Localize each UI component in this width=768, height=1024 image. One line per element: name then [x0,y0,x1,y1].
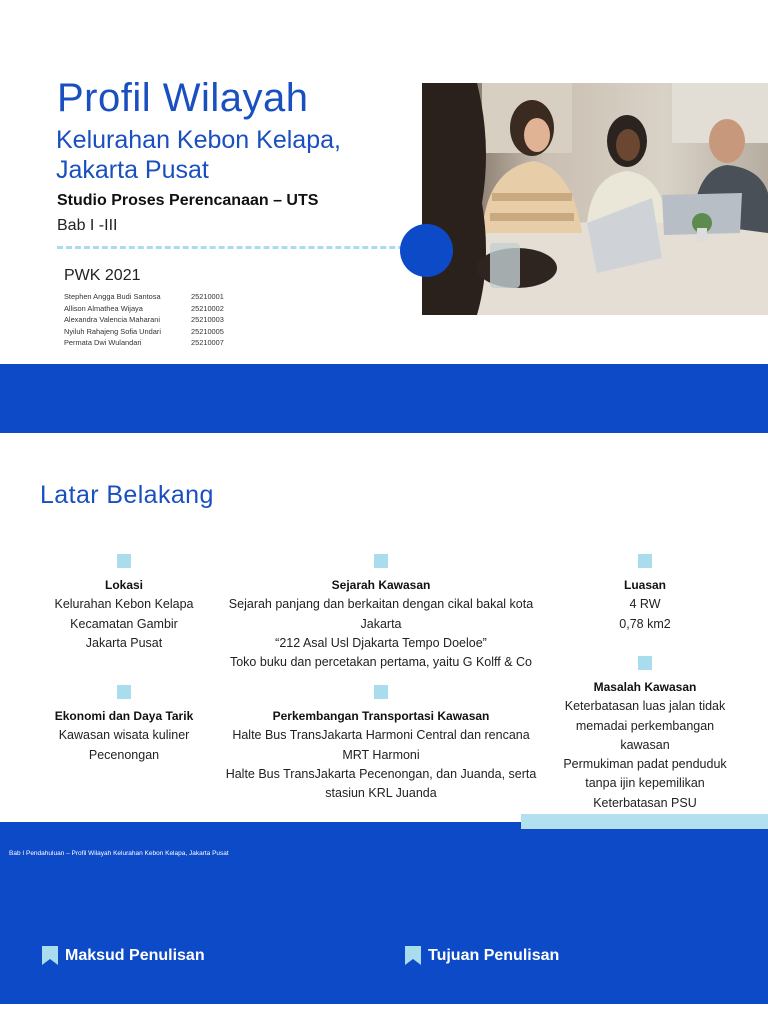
masalah-line: memadai perkembangan [575,718,715,733]
lokasi-line: Kelurahan Kebon Kelapa [54,597,194,612]
bullet-square [638,554,652,568]
member-name: Stephen Angga Budi Santosa [64,292,161,301]
member-row [64,326,224,338]
member-row [64,291,224,303]
member-nim: 25210003 [191,315,224,324]
sejarah-line: Jakarta [360,616,402,631]
luasan-line: 0,78 km2 [619,616,671,631]
bullet-square [374,554,388,568]
blue-banner [0,364,768,433]
masalah-line: kawasan [620,737,670,752]
ekonomi-heading: Ekonomi dan Daya Tarik [54,709,194,723]
masalah-heading: Masalah Kawasan [593,680,697,694]
lokasi-line: Jakarta Pusat [85,635,163,650]
bookmark-icon [404,945,422,966]
member-row [64,314,224,326]
member-list [64,291,224,349]
accent-circle [400,224,453,277]
cohort-label: PWK 2021 [64,267,141,284]
tujuan-heading [404,945,559,966]
masalah-line: Permukiman padat penduduk [563,757,727,772]
sejarah-block [211,554,551,672]
chapter-label: Bab I -III [57,217,118,234]
masalah-line: tanpa ijin kepemilikan [585,776,705,791]
member-nim: 25210005 [191,326,224,336]
lokasi-heading: Lokasi [104,578,143,592]
member-name: Permata Dwi Wulandari [64,338,142,347]
footer-caption: Bab I Pendahuluan – Profil Wilayah Kelurahan Kebon Kelapa, Jakarta Pusat [9,850,229,857]
member-name: Allison Almathea Wijaya [64,303,143,313]
page-subtitle: Kelurahan Kebon Kelapa, Jakarta Pusat [56,126,341,184]
bullet-square [374,685,388,699]
section-title: Latar Belakang [40,481,214,509]
transportasi-block [211,685,551,803]
sejarah-line: Sejarah panjang dan berkaitan dengan cikal bakal kota [228,597,534,612]
member-nim: 25210001 [191,292,224,301]
tujuan-label: Tujuan Penulisan [428,946,560,964]
transportasi-line: stasiun KRL Juanda [325,786,437,801]
page-title: Profil Wilayah [57,76,309,120]
sejarah-line: “212 Asal Usl Djakarta Tempo Doeloe” [275,635,487,650]
transportasi-line: Halte Bus TransJakarta Pecenongan, dan Juanda, serta [225,766,537,781]
bookmark-icon [41,945,59,966]
member-nim: 25210007 [191,338,224,347]
accent-strip [521,814,768,829]
bullet-square [117,685,131,699]
lokasi-block [34,554,214,653]
member-nim: 25210002 [191,303,224,313]
masalah-line: Keterbatasan PSU [593,795,697,810]
ekonomi-line: Kawasan wisata kuliner [58,728,190,743]
cover-photo [422,83,768,315]
member-name: Alexandra Valencia Maharani [64,315,160,324]
ekonomi-block [34,685,214,765]
transportasi-line: MRT Harmoni [342,747,420,762]
maksud-label: Maksud Penulisan [65,946,205,964]
ekonomi-line: Pecenongan [88,747,160,762]
lokasi-line: Kecamatan Gambir [70,616,178,631]
studio-label: Studio Proses Perencanaan – UTS [57,192,319,209]
transportasi-line: Halte Bus TransJakarta Harmoni Central dan rencana [232,728,530,743]
member-row [64,337,224,349]
luasan-heading: Luasan [623,578,666,592]
maksud-heading [41,945,205,966]
masalah-block [550,656,740,813]
masalah-line: Keterbatasan luas jalan tidak [564,699,726,714]
transportasi-heading: Perkembangan Transportasi Kawasan [272,709,490,723]
sejarah-line: Toko buku dan percetakan pertama, yaitu G Kolff & Co [229,655,533,670]
cover-section [0,0,768,364]
sejarah-heading: Sejarah Kawasan [331,578,431,592]
bullet-square [117,554,131,568]
member-name: Nyiluh Rahajeng Sofia Undari [64,326,161,336]
luasan-line: 4 RW [629,597,661,612]
luasan-block [555,554,735,634]
member-row [64,303,224,315]
bullet-square [638,656,652,670]
